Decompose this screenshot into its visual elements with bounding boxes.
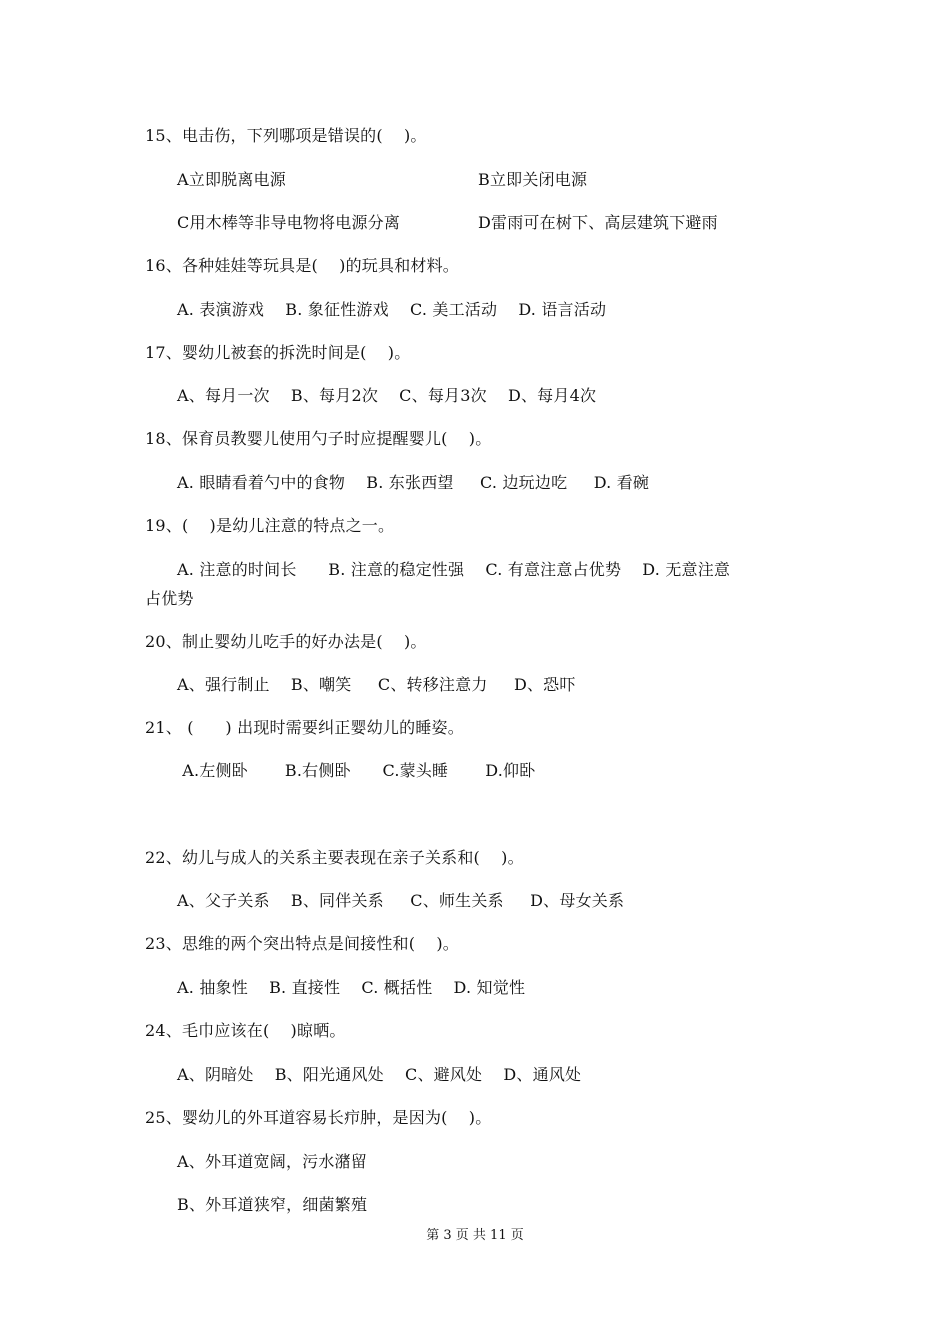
question-23-options: A. 抽象性 B. 直接性 C. 概括性 D. 知觉性	[177, 978, 526, 997]
question-20-stem: 20、制止婴幼儿吃手的好办法是( )。	[145, 632, 427, 651]
question-19-options-wrap: 占优势	[145, 589, 194, 608]
question-19-options: A. 注意的时间长 B. 注意的稳定性强 C. 有意注意占优势 D. 无意注意	[177, 560, 731, 579]
question-16-options: A. 表演游戏 B. 象征性游戏 C. 美工活动 D. 语言活动	[177, 300, 607, 319]
question-15-option-c: C用木棒等非导电物将电源分离	[177, 213, 401, 232]
question-25-option-a: A、外耳道宽阔，污水潴留	[177, 1152, 367, 1171]
question-21-stem: 21、 ( ) 出现时需要纠正婴幼儿的睡姿。	[145, 718, 464, 737]
question-22-options: A、父子关系 B、同伴关系 C、师生关系 D、母女关系	[177, 891, 625, 910]
question-15-stem: 15、电击伤，下列哪项是错误的( )。	[145, 126, 427, 145]
question-20-options: A、强行制止 B、嘲笑 C、转移注意力 D、恐吓	[177, 675, 576, 694]
question-25-option-b: B、外耳道狭窄，细菌繁殖	[177, 1195, 368, 1214]
question-24-options: A、阴暗处 B、阳光通风处 C、避风处 D、通风处	[177, 1065, 582, 1084]
question-19-stem: 19、( )是幼儿注意的特点之一。	[145, 516, 395, 535]
question-18-options: A. 眼睛看着勺中的食物 B. 东张西望 C. 边玩边吃 D. 看碗	[177, 473, 650, 492]
question-24-stem: 24、毛巾应该在( )晾晒。	[145, 1021, 346, 1040]
question-21-options: A.左侧卧 B.右侧卧 C.蒙头睡 D.仰卧	[177, 761, 536, 780]
question-22-stem: 22、幼儿与成人的关系主要表现在亲子关系和( )。	[145, 848, 524, 867]
question-15-option-b: B立即关闭电源	[478, 170, 588, 189]
question-16-stem: 16、各种娃娃等玩具是( )的玩具和材料。	[145, 256, 459, 275]
question-15-option-d: D雷雨可在树下、高层建筑下避雨	[478, 213, 718, 232]
question-15-option-a: A立即脱离电源	[177, 170, 286, 189]
question-25-stem: 25、婴幼儿的外耳道容易长疖肿，是因为( )。	[145, 1108, 492, 1127]
question-18-stem: 18、保育员教婴儿使用勺子时应提醒婴儿( )。	[145, 429, 492, 448]
page-footer: 第 3 页 共 11 页	[426, 1228, 524, 1243]
question-17-options: A、每月一次 B、每月2次 C、每月3次 D、每月4次	[177, 386, 597, 405]
question-23-stem: 23、思维的两个突出特点是间接性和( )。	[145, 934, 459, 953]
question-17-stem: 17、婴幼儿被套的拆洗时间是( )。	[145, 343, 411, 362]
